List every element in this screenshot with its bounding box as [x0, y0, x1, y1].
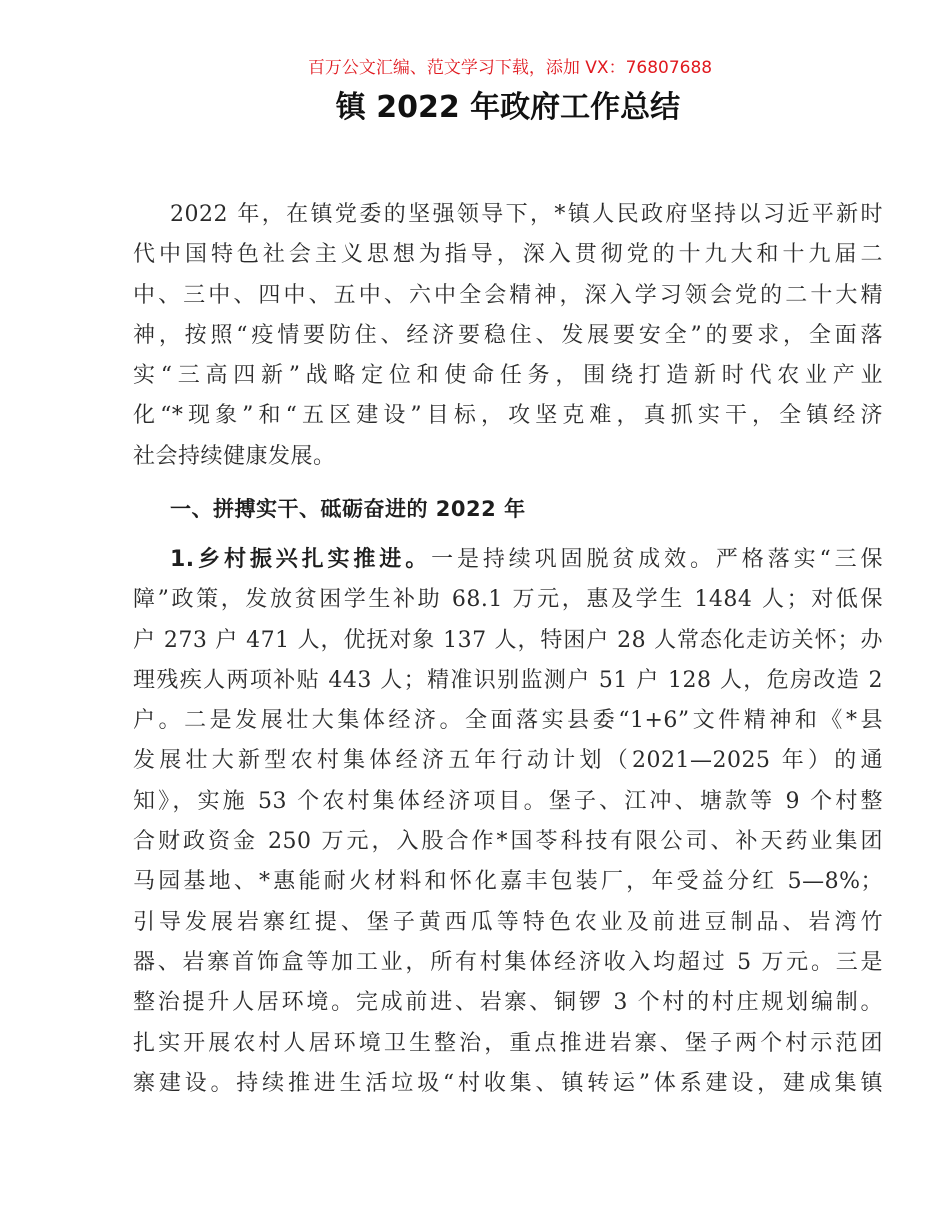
intro-line: 社会持续健康发展。 — [133, 443, 336, 469]
section-heading-1 — [133, 489, 883, 529]
item-1-paragraph — [133, 540, 883, 1104]
item-1-line: 马园基地、*惠能耐火材料和怀化嘉丰包装厂，年受益分红 5—8%； — [133, 869, 883, 895]
item-1-line: 整治提升人居环境。完成前进、岩寨、铜锣 3 个村的村庄规划编制。 — [133, 990, 883, 1016]
item-1-line: 户。二是发展壮大集体经济。全面落实县委“1+6”文件精神和《*县 — [133, 708, 883, 734]
item-1-line: 理残疾人两项补贴 443 人；精准识别监测户 51 户 128 人，危房改造 2 — [133, 667, 883, 693]
intro-line: 化“*现象”和“五区建设”目标，攻坚克难，真抓实干，全镇经济 — [133, 403, 883, 429]
intro-line: 2022 年，在镇党委的坚强领导下，*镇人民政府坚持以习近平新时 — [170, 202, 883, 227]
item-1-line: 障”政策，发放贫困学生补助 68.1 万元，惠及学生 1484 人；对低保 — [133, 587, 883, 613]
intro-paragraph — [133, 195, 883, 477]
intro-line: 实“三高四新”战略定位和使命任务，围绕打造新时代农业产业 — [133, 363, 883, 389]
intro-line: 神，按照“疫情要防住、经济要稳住、发展要安全”的要求，全面落 — [133, 322, 883, 348]
item-1-line: 寨建设。持续推进生活垃圾“村收集、镇转运”体系建设，建成集镇 — [133, 1070, 883, 1096]
section-heading-text: 一、拼搏实干、砥砺奋进的 2022 年 — [170, 497, 526, 521]
item-1-first-line-rest: 一是持续巩固脱贫成效。严格落实“三保 — [431, 547, 884, 572]
item-1-line: 器、岩寨首饰盒等加工业，所有村集体经济收入均超过 5 万元。三是 — [133, 949, 883, 975]
item-1-line: 发展壮大新型农村集体经济五年行动计划（2021—2025 年）的通 — [133, 748, 883, 774]
item-1-line: 扎实开展农村人居环境卫生整治，重点推进岩寨、堡子两个村示范团 — [133, 1030, 883, 1056]
watermark-banner: 百万公文汇编、范文学习下载，添加 VX：76807688 — [307, 58, 713, 78]
intro-line: 代中国特色社会主义思想为指导，深入贯彻党的十九大和十九届二 — [133, 242, 883, 268]
item-1-line: 引导发展岩寨红提、堡子黄西瓜等特色农业及前进豆制品、岩湾竹 — [133, 909, 883, 935]
item-1-line: 合财政资金 250 万元，入股合作*国苓科技有限公司、补天药业集团 — [133, 829, 883, 855]
intro-line: 中、三中、四中、五中、六中全会精神，深入学习领会党的二十大精 — [133, 282, 883, 308]
item-1-lead: 1.乡村振兴扎实推进。 — [170, 547, 432, 572]
item-1-line: 户 273 户 471 人，优抚对象 137 人，特困户 28 人常态化走访关怀；办 — [133, 627, 883, 653]
document-title: 镇 2022 年政府工作总结 — [335, 90, 681, 125]
item-1-line: 知》，实施 53 个农村集体经济项目。堡子、江冲、塘款等 9 个村整 — [133, 788, 883, 814]
item-1-first-line — [133, 540, 883, 580]
